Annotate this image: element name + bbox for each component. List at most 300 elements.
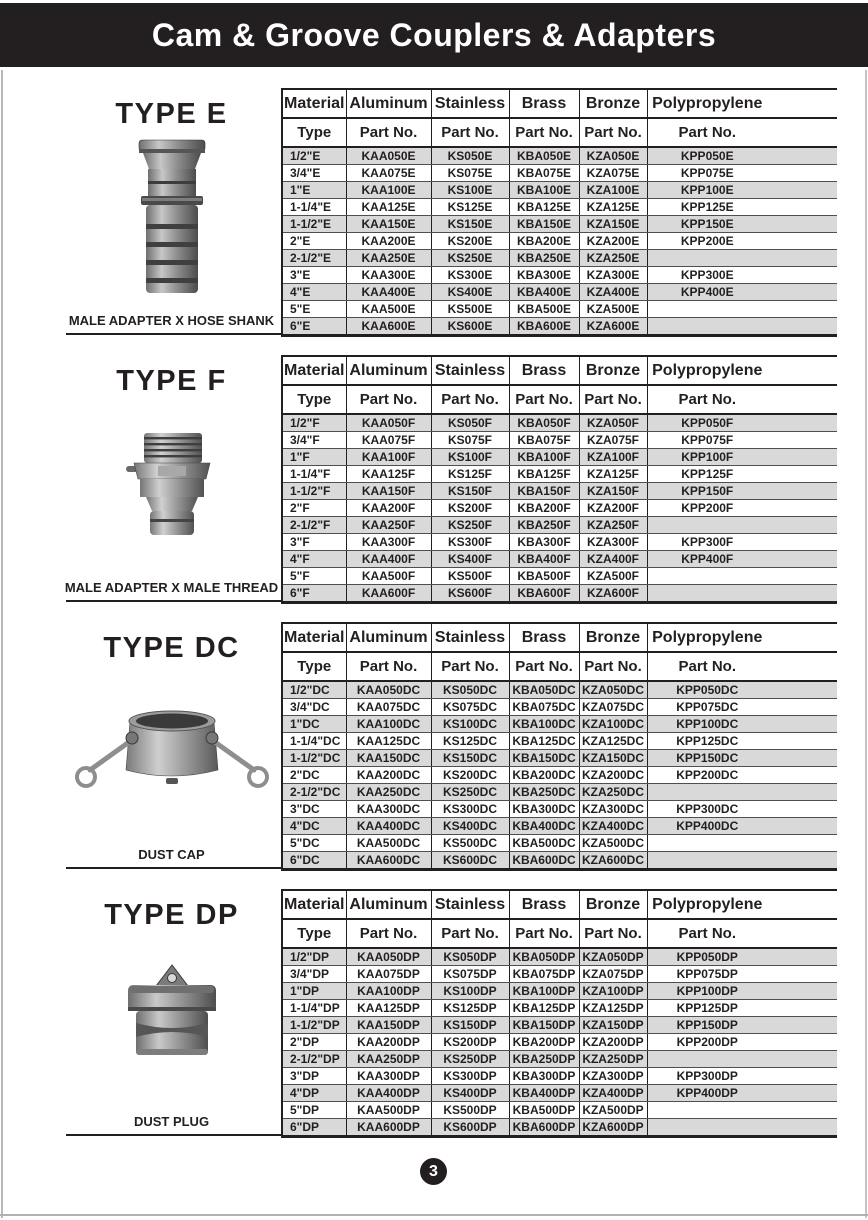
- part-no-cell: KS300E: [431, 267, 509, 284]
- part-no-cell: KAA075F: [346, 432, 431, 449]
- part-no-cell: KBA100DC: [509, 716, 579, 733]
- size-cell: 1-1/2"E: [282, 216, 346, 233]
- part-no-cell: KBA125F: [509, 466, 579, 483]
- part-no-cell: KAA100DP: [346, 983, 431, 1000]
- part-no-cell: KBA125DP: [509, 1000, 579, 1017]
- part-no-cell: KZA500F: [579, 568, 647, 585]
- type-f-caption: MALE ADAPTER X MALE THREAD: [64, 580, 279, 595]
- table-row: [282, 966, 837, 983]
- size-cell: 2"F: [282, 500, 346, 517]
- part-no-cell: KS150DP: [431, 1017, 509, 1034]
- part-no-column-header: Part No.: [509, 652, 579, 681]
- part-no-column-header: Part No.: [509, 919, 579, 948]
- part-no-cell: KAA250E: [346, 250, 431, 267]
- part-no-cell: KPP200DP: [647, 1034, 837, 1051]
- size-cell: 1"E: [282, 182, 346, 199]
- material-header-brass: Brass: [509, 623, 579, 652]
- part-no-column-header: Part No.: [346, 919, 431, 948]
- part-no-cell: KS250DC: [431, 784, 509, 801]
- part-no-cell: KS125DP: [431, 1000, 509, 1017]
- part-no-column-header: Part No.: [647, 118, 837, 147]
- material-header-brass: Brass: [509, 890, 579, 919]
- type-dc-product-image: [74, 708, 270, 796]
- size-cell: 4"DP: [282, 1085, 346, 1102]
- part-no-column-header: Part No.: [579, 118, 647, 147]
- part-no-cell: [647, 784, 837, 801]
- part-no-cell: KS200DP: [431, 1034, 509, 1051]
- part-no-cell: KAA100E: [346, 182, 431, 199]
- part-no-cell: KAA150DC: [346, 750, 431, 767]
- part-no-cell: KZA150DC: [579, 750, 647, 767]
- material-column-header: Material: [282, 890, 346, 919]
- part-no-cell: KAA600DC: [346, 852, 431, 870]
- material-header-stainless: Stainless: [431, 356, 509, 385]
- part-no-cell: KS150E: [431, 216, 509, 233]
- material-header-bronze: Bronze: [579, 623, 647, 652]
- type-e-title: TYPE E: [115, 98, 228, 130]
- part-no-cell: KAA400F: [346, 551, 431, 568]
- table-row: [282, 165, 837, 182]
- section-type-dc: [0, 622, 868, 872]
- part-no-cell: KPP075E: [647, 165, 837, 182]
- part-no-cell: KS300DC: [431, 801, 509, 818]
- part-no-cell: KBA300DC: [509, 801, 579, 818]
- part-no-cell: KAA250DC: [346, 784, 431, 801]
- table-row: [282, 517, 837, 534]
- part-no-cell: KAA400E: [346, 284, 431, 301]
- table-row: [282, 784, 837, 801]
- table-row: [282, 182, 837, 199]
- part-no-cell: KBA600DP: [509, 1119, 579, 1137]
- part-no-cell: KS400E: [431, 284, 509, 301]
- table-row: [282, 284, 837, 301]
- part-no-cell: KPP050DP: [647, 948, 837, 966]
- size-cell: 1/2"F: [282, 414, 346, 432]
- table-row: [282, 216, 837, 233]
- part-no-cell: KBA250DC: [509, 784, 579, 801]
- part-no-cell: KZA125F: [579, 466, 647, 483]
- size-cell: 1"F: [282, 449, 346, 466]
- table-row: [282, 1068, 837, 1085]
- table-row: [282, 1085, 837, 1102]
- size-cell: 6"E: [282, 318, 346, 336]
- part-no-cell: KZA300DP: [579, 1068, 647, 1085]
- part-no-column-header: Part No.: [346, 385, 431, 414]
- part-no-cell: KPP300E: [647, 267, 837, 284]
- type-column-header: Type: [282, 385, 346, 414]
- material-header-polypropylene: Polypropylene: [647, 89, 837, 118]
- table-row: [282, 301, 837, 318]
- part-no-cell: KS075E: [431, 165, 509, 182]
- part-no-cell: KS100DC: [431, 716, 509, 733]
- table-row: [282, 767, 837, 784]
- part-no-cell: KPP100E: [647, 182, 837, 199]
- table-row: [282, 835, 837, 852]
- part-no-cell: [647, 835, 837, 852]
- table-row: [282, 716, 837, 733]
- table-row: [282, 750, 837, 767]
- type-column-header: Type: [282, 652, 346, 681]
- type-f-title: TYPE F: [116, 365, 227, 397]
- part-no-cell: KAA250DP: [346, 1051, 431, 1068]
- part-no-cell: [647, 585, 837, 603]
- part-no-column-header: Part No.: [579, 652, 647, 681]
- part-no-cell: KBA150DC: [509, 750, 579, 767]
- part-no-cell: KZA050DP: [579, 948, 647, 966]
- part-no-cell: KPP075DC: [647, 699, 837, 716]
- part-no-cell: KZA075DC: [579, 699, 647, 716]
- table-row: [282, 699, 837, 716]
- part-no-cell: KPP075F: [647, 432, 837, 449]
- part-no-cell: KBA200F: [509, 500, 579, 517]
- table-row: [282, 681, 837, 699]
- part-no-cell: KPP050DC: [647, 681, 837, 699]
- part-no-column-header: Part No.: [509, 118, 579, 147]
- part-no-cell: KBA050E: [509, 147, 579, 165]
- part-no-cell: KAA050E: [346, 147, 431, 165]
- part-no-cell: KAA500DP: [346, 1102, 431, 1119]
- part-no-cell: KS300DP: [431, 1068, 509, 1085]
- type-dc-caption: DUST CAP: [138, 847, 205, 862]
- part-no-cell: KZA075E: [579, 165, 647, 182]
- part-no-cell: KPP400DC: [647, 818, 837, 835]
- type-dp-caption: DUST PLUG: [133, 1114, 210, 1129]
- part-no-cell: KZA600DC: [579, 852, 647, 870]
- part-no-cell: KBA250F: [509, 517, 579, 534]
- table-row: [282, 1051, 837, 1068]
- material-header-brass: Brass: [509, 356, 579, 385]
- size-cell: 6"DP: [282, 1119, 346, 1137]
- part-no-cell: KBA500DC: [509, 835, 579, 852]
- part-no-cell: KS500DC: [431, 835, 509, 852]
- table-row: [282, 1102, 837, 1119]
- size-cell: 1-1/4"F: [282, 466, 346, 483]
- type-dc-panel: [60, 622, 283, 872]
- part-no-cell: KZA200DP: [579, 1034, 647, 1051]
- material-header-brass: Brass: [509, 89, 579, 118]
- table-row: [282, 449, 837, 466]
- part-no-cell: KAA200F: [346, 500, 431, 517]
- part-no-cell: KBA150DP: [509, 1017, 579, 1034]
- part-no-cell: KPP400DP: [647, 1085, 837, 1102]
- part-no-cell: KAA600DP: [346, 1119, 431, 1137]
- part-no-cell: KZA150E: [579, 216, 647, 233]
- part-no-cell: KAA075DC: [346, 699, 431, 716]
- part-no-cell: KS125DC: [431, 733, 509, 750]
- type-f-panel: [60, 355, 283, 605]
- part-no-cell: KS400DC: [431, 818, 509, 835]
- part-no-cell: KS600E: [431, 318, 509, 336]
- part-no-cell: KAA050DC: [346, 681, 431, 699]
- part-no-cell: KPP100DP: [647, 983, 837, 1000]
- part-no-cell: KPP200F: [647, 500, 837, 517]
- size-cell: 5"F: [282, 568, 346, 585]
- part-no-cell: KZA125DP: [579, 1000, 647, 1017]
- table-row: [282, 1000, 837, 1017]
- part-no-cell: KPP125DC: [647, 733, 837, 750]
- part-no-cell: KAA200DC: [346, 767, 431, 784]
- size-cell: 2-1/2"E: [282, 250, 346, 267]
- size-cell: 1-1/2"DP: [282, 1017, 346, 1034]
- size-cell: 5"DC: [282, 835, 346, 852]
- material-header-aluminum: Aluminum: [346, 890, 431, 919]
- material-header-polypropylene: Polypropylene: [647, 623, 837, 652]
- table-row: [282, 233, 837, 250]
- part-no-cell: KAA400DP: [346, 1085, 431, 1102]
- part-no-cell: KBA300DP: [509, 1068, 579, 1085]
- part-no-cell: KBA500E: [509, 301, 579, 318]
- part-no-cell: KAA125DC: [346, 733, 431, 750]
- part-no-cell: KS100E: [431, 182, 509, 199]
- material-header-stainless: Stainless: [431, 623, 509, 652]
- part-no-cell: KAA075DP: [346, 966, 431, 983]
- part-no-cell: KZA250DP: [579, 1051, 647, 1068]
- part-no-cell: KZA200E: [579, 233, 647, 250]
- part-no-cell: KAA050F: [346, 414, 431, 432]
- part-no-cell: KPP300DP: [647, 1068, 837, 1085]
- size-cell: 3/4"E: [282, 165, 346, 182]
- part-no-cell: KBA300F: [509, 534, 579, 551]
- type-dc-parts-table: [281, 622, 837, 871]
- size-cell: 2"E: [282, 233, 346, 250]
- table-row: [282, 466, 837, 483]
- part-no-cell: KZA050DC: [579, 681, 647, 699]
- part-no-cell: KAA500E: [346, 301, 431, 318]
- type-e-product-image: [129, 138, 215, 296]
- table-row: [282, 500, 837, 517]
- size-cell: 6"F: [282, 585, 346, 603]
- part-no-cell: [647, 1119, 837, 1137]
- part-no-cell: KZA100DC: [579, 716, 647, 733]
- part-no-cell: KBA400DP: [509, 1085, 579, 1102]
- part-no-cell: KBA050DP: [509, 948, 579, 966]
- part-no-column-header: Part No.: [431, 385, 509, 414]
- type-e-caption-rule: [66, 333, 283, 335]
- part-no-cell: KBA100DP: [509, 983, 579, 1000]
- part-no-cell: [647, 517, 837, 534]
- part-no-cell: KAA200DP: [346, 1034, 431, 1051]
- part-no-cell: KZA600E: [579, 318, 647, 336]
- part-no-cell: KPP200DC: [647, 767, 837, 784]
- part-no-cell: KAA200E: [346, 233, 431, 250]
- part-no-cell: KZA400DC: [579, 818, 647, 835]
- part-no-cell: KS150DC: [431, 750, 509, 767]
- part-no-cell: KPP125E: [647, 199, 837, 216]
- size-cell: 6"DC: [282, 852, 346, 870]
- part-no-cell: [647, 301, 837, 318]
- part-no-cell: KAA250F: [346, 517, 431, 534]
- part-no-cell: KS600F: [431, 585, 509, 603]
- page-header-banner: [0, 3, 868, 67]
- part-no-cell: KZA150F: [579, 483, 647, 500]
- part-no-cell: KBA075E: [509, 165, 579, 182]
- part-no-cell: KS200E: [431, 233, 509, 250]
- part-no-cell: KS500F: [431, 568, 509, 585]
- part-no-cell: KPP125F: [647, 466, 837, 483]
- part-no-cell: KPP125DP: [647, 1000, 837, 1017]
- part-no-cell: KPP075DP: [647, 966, 837, 983]
- table-row: [282, 483, 837, 500]
- table-row: [282, 534, 837, 551]
- part-no-cell: KPP100F: [647, 449, 837, 466]
- size-cell: 2"DP: [282, 1034, 346, 1051]
- part-no-cell: KZA100E: [579, 182, 647, 199]
- part-no-cell: KZA500DP: [579, 1102, 647, 1119]
- size-cell: 3/4"F: [282, 432, 346, 449]
- part-no-cell: KZA100F: [579, 449, 647, 466]
- size-cell: 3"DP: [282, 1068, 346, 1085]
- type-f-caption-rule: [66, 600, 283, 602]
- material-header-bronze: Bronze: [579, 89, 647, 118]
- part-no-cell: KZA050E: [579, 147, 647, 165]
- part-no-cell: KZA250E: [579, 250, 647, 267]
- table-row: [282, 983, 837, 1000]
- part-no-cell: KZA075F: [579, 432, 647, 449]
- part-no-cell: KZA400DP: [579, 1085, 647, 1102]
- table-row: [282, 801, 837, 818]
- material-header-bronze: Bronze: [579, 356, 647, 385]
- size-cell: 1/2"DP: [282, 948, 346, 966]
- part-no-cell: KBA100E: [509, 182, 579, 199]
- part-no-cell: KPP150DC: [647, 750, 837, 767]
- part-no-column-header: Part No.: [647, 385, 837, 414]
- part-no-cell: KAA125F: [346, 466, 431, 483]
- part-no-cell: KS050F: [431, 414, 509, 432]
- page-number-badge: [420, 1158, 447, 1185]
- part-no-cell: KBA200E: [509, 233, 579, 250]
- size-cell: 2"DC: [282, 767, 346, 784]
- part-no-cell: KZA500E: [579, 301, 647, 318]
- type-f-parts-table: [281, 355, 837, 604]
- size-cell: 1/2"E: [282, 147, 346, 165]
- type-dp-panel: [60, 889, 283, 1139]
- part-no-cell: KBA150F: [509, 483, 579, 500]
- material-header-stainless: Stainless: [431, 890, 509, 919]
- part-no-cell: KZA200DC: [579, 767, 647, 784]
- part-no-cell: KPP400E: [647, 284, 837, 301]
- size-cell: 3/4"DC: [282, 699, 346, 716]
- part-no-cell: KBA075F: [509, 432, 579, 449]
- table-row: [282, 1017, 837, 1034]
- table-row: [282, 818, 837, 835]
- part-no-cell: KS200F: [431, 500, 509, 517]
- size-cell: 3"F: [282, 534, 346, 551]
- part-no-cell: KS500E: [431, 301, 509, 318]
- material-header-stainless: Stainless: [431, 89, 509, 118]
- part-no-cell: KAA150E: [346, 216, 431, 233]
- size-cell: 3/4"DP: [282, 966, 346, 983]
- table-row: [282, 147, 837, 165]
- part-no-cell: KS400F: [431, 551, 509, 568]
- part-no-cell: KZA500DC: [579, 835, 647, 852]
- part-no-cell: KS600DC: [431, 852, 509, 870]
- material-header-polypropylene: Polypropylene: [647, 890, 837, 919]
- size-cell: 1-1/4"DC: [282, 733, 346, 750]
- section-type-dp: [0, 889, 868, 1139]
- part-no-cell: KAA150DP: [346, 1017, 431, 1034]
- table-row: [282, 199, 837, 216]
- table-row: [282, 585, 837, 603]
- part-no-cell: KZA250DC: [579, 784, 647, 801]
- part-no-cell: KS050DP: [431, 948, 509, 966]
- part-no-cell: KS075F: [431, 432, 509, 449]
- part-no-cell: KAA075E: [346, 165, 431, 182]
- part-no-column-header: Part No.: [509, 385, 579, 414]
- part-no-cell: KBA200DP: [509, 1034, 579, 1051]
- size-cell: 3"E: [282, 267, 346, 284]
- part-no-column-header: Part No.: [579, 385, 647, 414]
- part-no-cell: KBA075DC: [509, 699, 579, 716]
- part-no-cell: KAA125E: [346, 199, 431, 216]
- size-cell: 1-1/4"E: [282, 199, 346, 216]
- part-no-cell: KAA300DC: [346, 801, 431, 818]
- size-cell: 1-1/2"F: [282, 483, 346, 500]
- type-dp-parts-table: [281, 889, 837, 1138]
- part-no-cell: KS250DP: [431, 1051, 509, 1068]
- part-no-cell: KBA050DC: [509, 681, 579, 699]
- part-no-cell: KBA050F: [509, 414, 579, 432]
- part-no-cell: KPP050E: [647, 147, 837, 165]
- type-e-parts-table: [281, 88, 837, 337]
- part-no-cell: KAA300E: [346, 267, 431, 284]
- part-no-cell: KAA500F: [346, 568, 431, 585]
- table-row: [282, 568, 837, 585]
- part-no-cell: KS200DC: [431, 767, 509, 784]
- part-no-cell: KPP100DC: [647, 716, 837, 733]
- part-no-column-header: Part No.: [647, 652, 837, 681]
- part-no-cell: KAA100DC: [346, 716, 431, 733]
- table-row: [282, 318, 837, 336]
- size-cell: 1-1/4"DP: [282, 1000, 346, 1017]
- part-no-cell: [647, 250, 837, 267]
- part-no-cell: KPP300DC: [647, 801, 837, 818]
- part-no-cell: KBA500F: [509, 568, 579, 585]
- part-no-cell: KZA300DC: [579, 801, 647, 818]
- section-type-e: [0, 88, 868, 338]
- part-no-column-header: Part No.: [346, 652, 431, 681]
- material-header-aluminum: Aluminum: [346, 623, 431, 652]
- table-row: [282, 1119, 837, 1137]
- part-no-cell: KZA400E: [579, 284, 647, 301]
- type-dp-caption-rule: [66, 1134, 283, 1136]
- part-no-cell: KAA400DC: [346, 818, 431, 835]
- part-no-column-header: Part No.: [579, 919, 647, 948]
- size-cell: 4"E: [282, 284, 346, 301]
- part-no-cell: KS600DP: [431, 1119, 509, 1137]
- table-row: [282, 432, 837, 449]
- part-no-cell: [647, 1051, 837, 1068]
- part-no-cell: KS150F: [431, 483, 509, 500]
- part-no-cell: KAA125DP: [346, 1000, 431, 1017]
- part-no-cell: KPP200E: [647, 233, 837, 250]
- type-dp-title: TYPE DP: [104, 899, 239, 931]
- part-no-cell: KS250E: [431, 250, 509, 267]
- type-e-panel: [60, 88, 283, 338]
- part-no-cell: KAA100F: [346, 449, 431, 466]
- section-type-f: [0, 355, 868, 605]
- size-cell: 2-1/2"F: [282, 517, 346, 534]
- type-dc-title: TYPE DC: [103, 632, 240, 664]
- part-no-column-header: Part No.: [431, 652, 509, 681]
- part-no-cell: KZA300F: [579, 534, 647, 551]
- part-no-cell: KZA050F: [579, 414, 647, 432]
- part-no-cell: KS250F: [431, 517, 509, 534]
- size-cell: 2-1/2"DC: [282, 784, 346, 801]
- part-no-cell: KBA100F: [509, 449, 579, 466]
- part-no-cell: KZA125DC: [579, 733, 647, 750]
- table-row: [282, 733, 837, 750]
- material-header-polypropylene: Polypropylene: [647, 356, 837, 385]
